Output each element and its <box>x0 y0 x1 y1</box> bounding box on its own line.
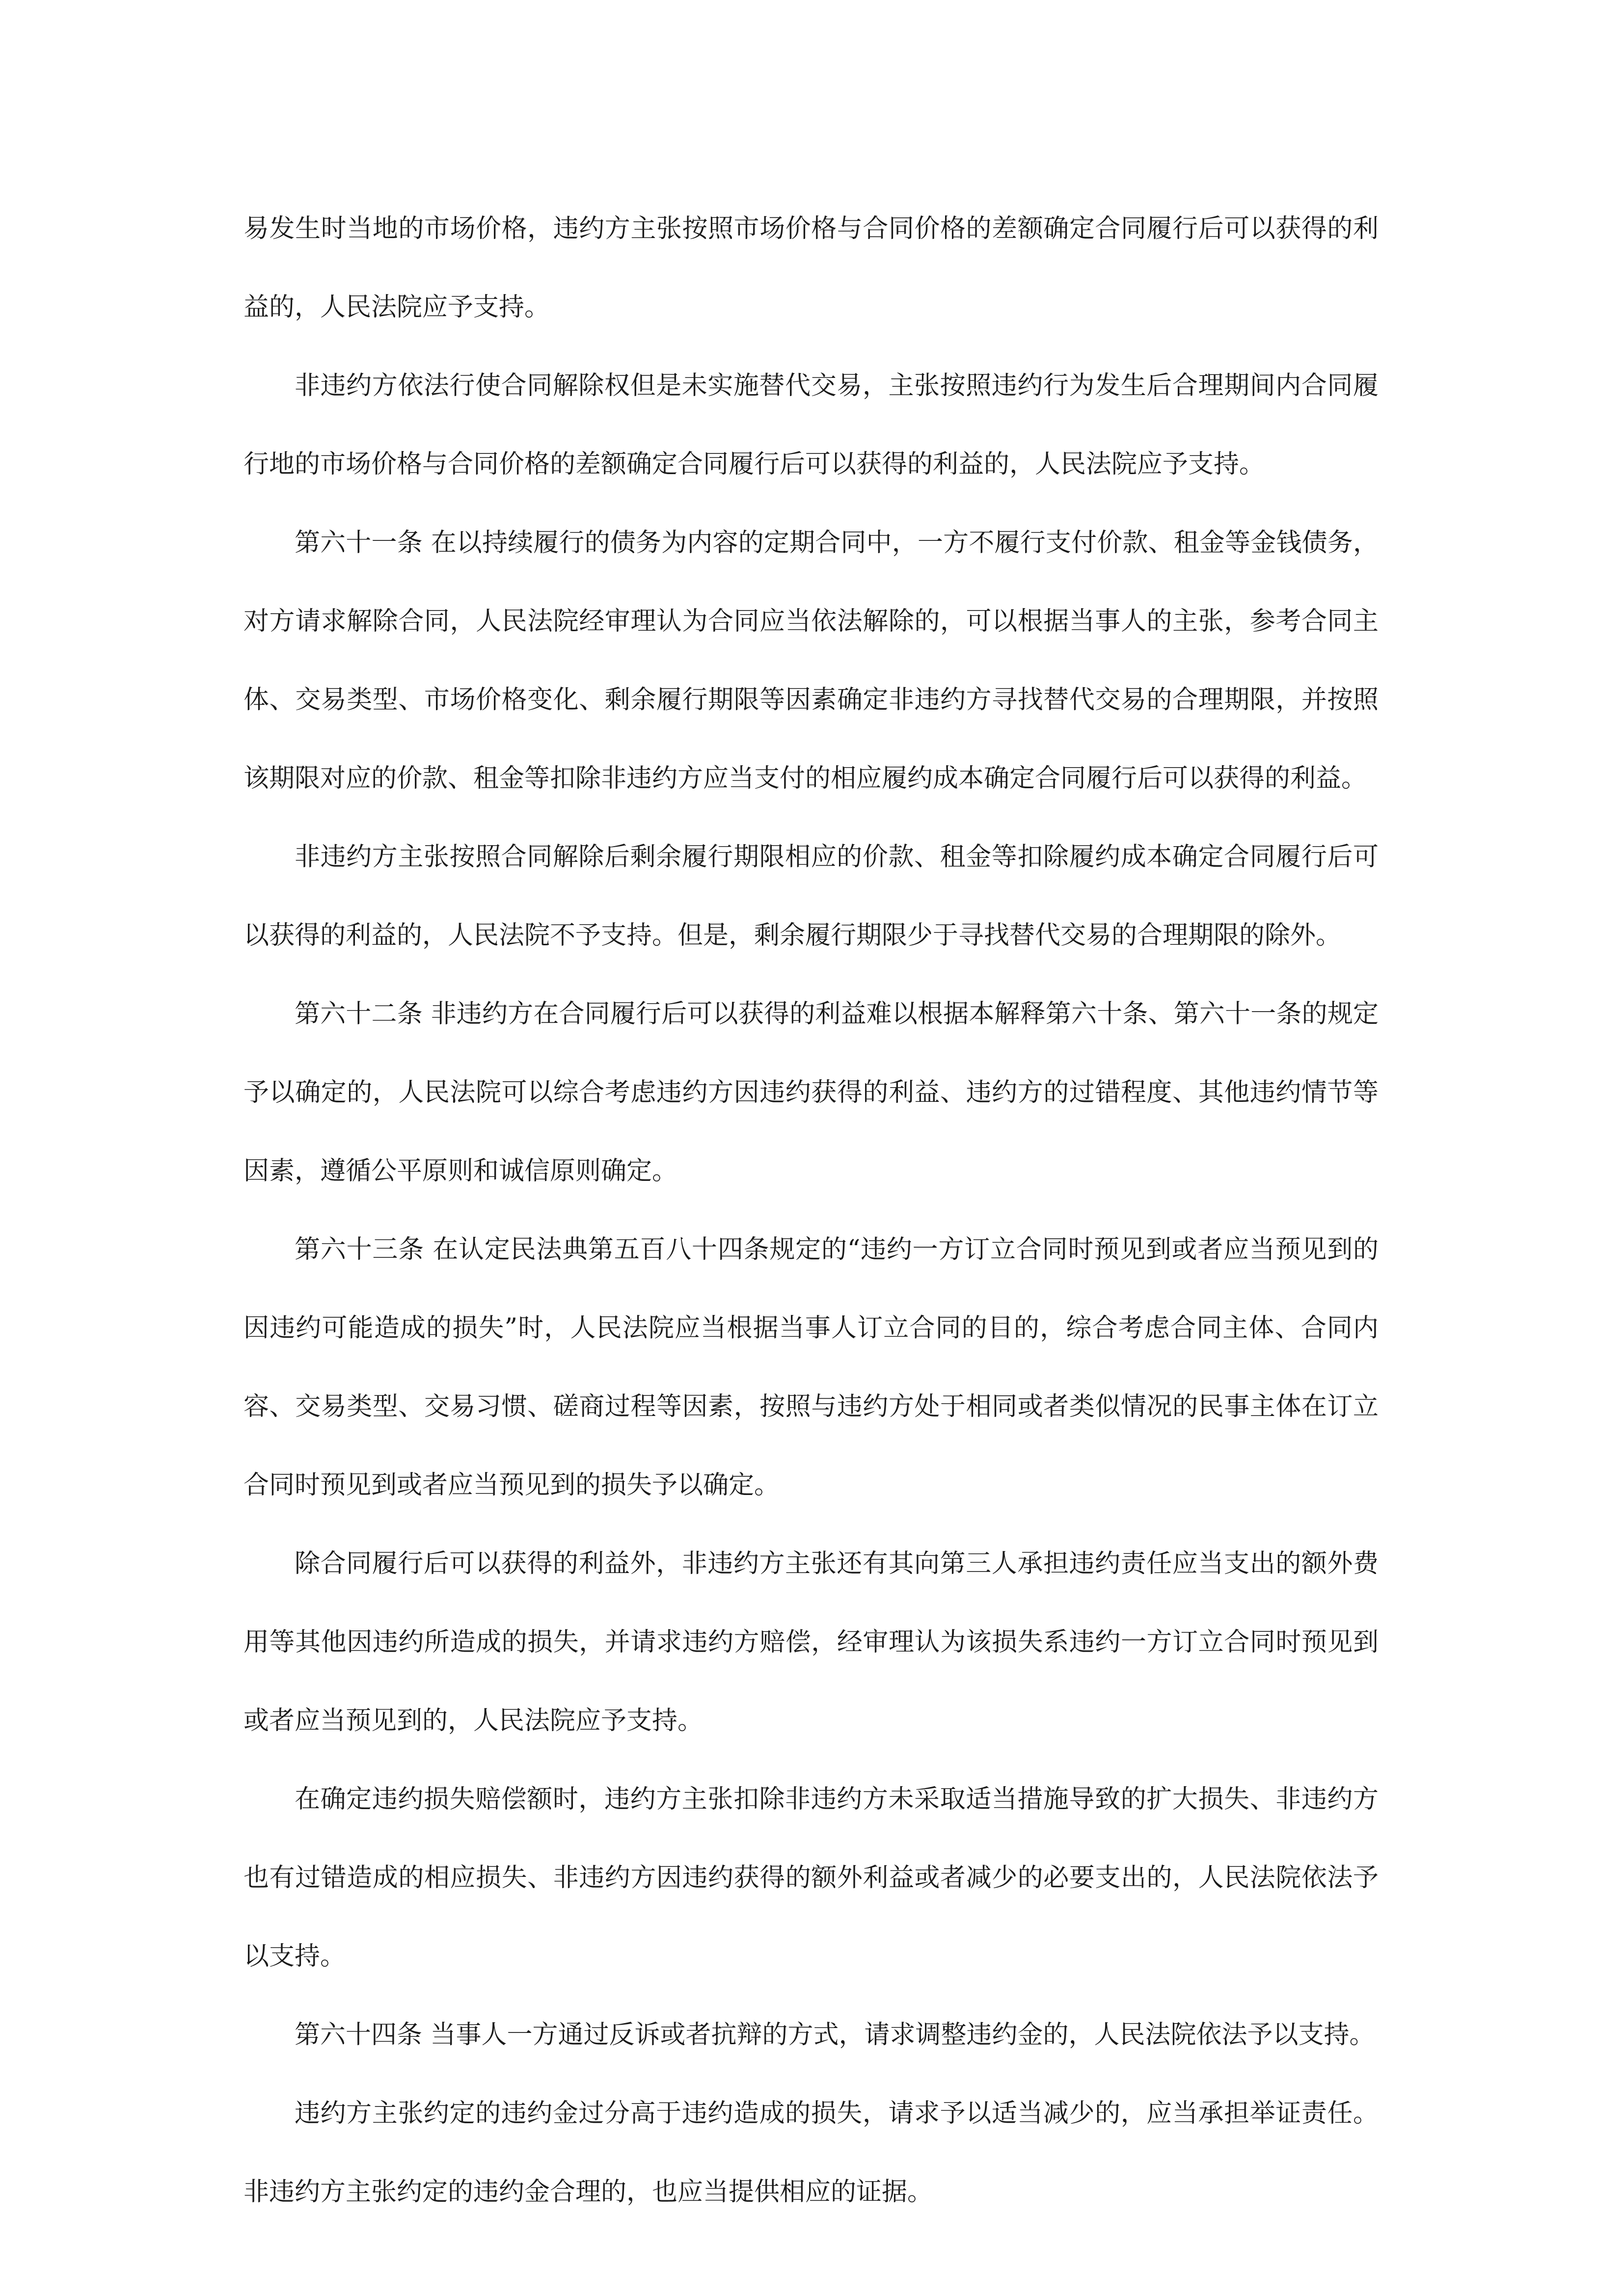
paragraph: 在确定违约损失赔偿额时，违约方主张扣除非违约方未采取适当措施导致的扩大损失、非违约方也有过错造成的相应损失、非违约方因违约获得的额外利益或者减少的必要支出的，人民法院依法予以支持。 <box>244 1785 1379 1971</box>
article-61: 第六十一条 在以持续履行的债务为内容的定期合同中，一方不履行支付价款、租金等金钱债务，对方请求解除合同，人民法院经审理认为合同应当依法解除的，可以根据当事人的主张，参考合同主体、交易类型、市场价格变化、剩余履行期限等因素确定非违约方寻找替代交易的合理期限，并按照该期限对应的价款、租金等扣除非违约方应当支付的相应履约成本确定合同履行后可以获得的利益。 <box>244 528 1379 793</box>
article-62: 第六十二条 非违约方在合同履行后可以获得的利益难以根据本解释第六十条、第六十一条的规定予以确定的，人民法院可以综合考虑违约方因违约获得的利益、违约方的过错程度、其他违约情节等因素，遵循公平原则和诚信原则确定。 <box>244 999 1379 1186</box>
paragraph: 非违约方主张按照合同解除后剩余履行期限相应的价款、租金等扣除履约成本确定合同履行后可以获得的利益的，人民法院不予支持。但是，剩余履行期限少于寻找替代交易的合理期限的除外。 <box>244 842 1379 950</box>
paragraph: 违约方主张约定的违约金过分高于违约造成的损失，请求予以适当减少的，应当承担举证责任。非违约方主张约定的违约金合理的，也应当提供相应的证据。 <box>244 2099 1379 2207</box>
document-body <box>244 189 1379 2231</box>
paragraph-continuation: 易发生时当地的市场价格，违约方主张按照市场价格与合同价格的差额确定合同履行后可以获得的利益的，人民法院应予支持。 <box>244 214 1379 322</box>
paragraph: 除合同履行后可以获得的利益外，非违约方主张还有其向第三人承担违约责任应当支出的额外费用等其他因违约所造成的损失，并请求违约方赔偿，经审理认为该损失系违约一方订立合同时预见到或者应当预见到的，人民法院应予支持。 <box>244 1549 1379 1735</box>
paragraph: 非违约方依法行使合同解除权但是未实施替代交易，主张按照违约行为发生后合理期间内合同履行地的市场价格与合同价格的差额确定合同履行后可以获得的利益的，人民法院应予支持。 <box>244 371 1379 479</box>
article-64: 第六十四条 当事人一方通过反诉或者抗辩的方式，请求调整违约金的，人民法院依法予以支持。 <box>295 2020 1375 2050</box>
article-63: 第六十三条 在认定民法典第五百八十四条规定的“违约一方订立合同时预见到或者应当预见到的因违约可能造成的损失”时，人民法院应当根据当事人订立合同的目的，综合考虑合同主体、合同内容、交易类型、交易习惯、磋商过程等因素，按照与违约方处于相同或者类似情况的民事主体在订立合同时预见到或者应当预见到的损失予以确定。 <box>244 1235 1379 1500</box>
